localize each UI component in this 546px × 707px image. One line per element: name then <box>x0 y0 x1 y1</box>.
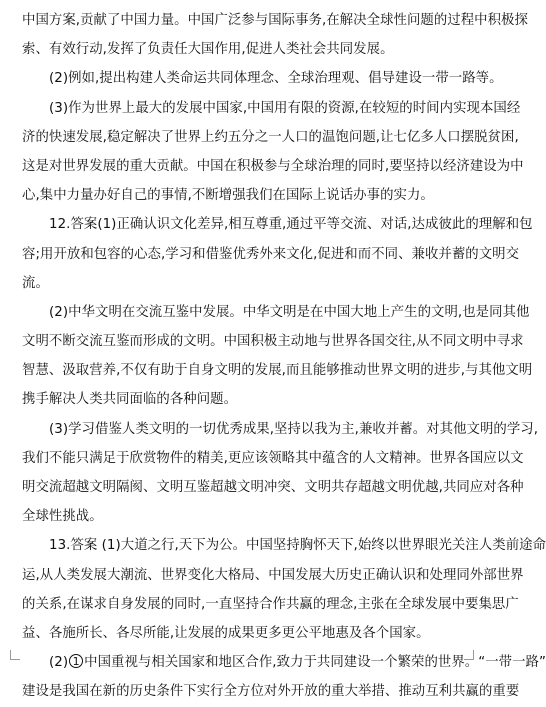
text-line <box>22 619 470 648</box>
line-text: 运,从人类发展大潮流、世界变化大格局、中国发展大历史正确认识和处理同外部世界 <box>22 567 524 583</box>
line-text: 全球性挑战。 <box>22 509 103 525</box>
line-text: 携手解决人类共同面临的各种问题。 <box>22 392 238 408</box>
text-line <box>22 590 519 619</box>
line-text: 索、有效行动,发挥了负责任大国作用,促进人类社会共同发展。 <box>22 42 394 58</box>
line-text: 的关系,在谋求自身发展的同时,一直坚持合作共赢的理念,主张在全球发展中要集思广 <box>22 596 519 612</box>
text-line <box>22 123 519 152</box>
text-line <box>22 240 520 269</box>
page-corner-mark-left <box>10 650 20 660</box>
text-line <box>22 356 533 385</box>
text-line <box>22 94 521 123</box>
circled-number: 1 <box>69 654 83 668</box>
text-line <box>22 6 528 35</box>
line-text: (3)学习借鉴人类文明的一切优秀成果,坚持以我为主,兼收并蓄。对其他文明的学习, <box>49 421 539 437</box>
line-text: 智慧、汲取营养,不仅有助于自身文明的发展,而且能够推动世界文明的进步,与其他文明 <box>22 363 533 379</box>
text-line <box>22 561 524 590</box>
line-text: 我们不能只满足于欣赏物件的精美,更应该领略其中蕴含的人文精神。世界各国应以文 <box>22 450 524 466</box>
line-text: (2)中华文明在交流互鉴中发展。中华文明是在中国大地上产生的文明,也是同其他 <box>49 304 530 320</box>
text-line <box>22 473 524 502</box>
text-line <box>22 64 503 93</box>
text-line <box>22 35 470 64</box>
text-line <box>22 298 530 327</box>
line-text: 12.答案(1)正确认识文化差异,相互尊重,通过平等交流、对话,达成彼此的理解和包 <box>49 217 533 233</box>
text-line <box>22 152 524 181</box>
line-text: (3)作为世界上最大的发展中国家,中国用有限的资源,在较短的时间内实现本国经 <box>49 100 521 116</box>
line-text: 心,集中力量办好自己的事情,不断增强我们在国际上说话办事的实力。 <box>22 188 434 204</box>
line-text: 13.答案 (1)大道之行,天下为公。中国坚持胸怀天下,始终以世界眼光关注人类前途命 <box>49 538 546 554</box>
text-line <box>22 210 533 239</box>
line-text: 明交流超越文明隔阂、文明互鉴超越文明冲突、文明共存超越文明优越,共同应对各种 <box>22 480 524 495</box>
line-text: 济的快速发展,稳定解决了世界上约五分之一人口的温饱问题,让七亿多人口摆脱贫困, <box>22 129 519 145</box>
line-text: 流。 <box>22 275 49 291</box>
text-line <box>22 444 524 473</box>
text-line <box>22 648 546 677</box>
line-text: 建设是我国在新的历史条件下实行全方位对外开放的重大举措、推动互利共赢的重要 <box>22 684 520 700</box>
text-line <box>22 531 546 560</box>
text-line <box>22 385 470 414</box>
line-text: (2)例如,提出构建人类命运共同体理念、全球治理观、倡导建设一带一路等。 <box>49 71 503 87</box>
text-line <box>22 502 470 531</box>
text-line <box>22 677 520 706</box>
text-line <box>22 181 470 210</box>
line-text: 文明不断交流互鉴而形成的文明。中国积极主动地与世界各国交往,从不同文明中寻求 <box>22 334 524 350</box>
text-line <box>22 327 524 356</box>
text-line <box>22 415 539 444</box>
line-prefix: (2) <box>49 655 69 671</box>
line-text: 中国方案,贡献了中国力量。中国广泛参与国际事务,在解决全球性问题的过程中积极探 <box>22 13 528 28</box>
page-corner-mark-right <box>464 650 474 660</box>
line-text: 这是对世界发展的重大贡献。中国在积极参与全球治理的同时,要坚持以经济建设为中 <box>22 158 524 174</box>
line-text: 益、各施所长、各尽所能,让发展的成果更多更公平地惠及各个国家。 <box>22 625 430 641</box>
line-text: 中国重视与相关国家和地区合作,致力于共同建设一个繁荣的世界。“一带一路” <box>84 655 546 671</box>
text-line <box>22 269 470 298</box>
line-text: 容;用开放和包容的心态,学习和借鉴优秀外来文化,促进和而不同、兼收并蓄的文明交 <box>22 246 520 262</box>
document-body <box>22 6 546 707</box>
